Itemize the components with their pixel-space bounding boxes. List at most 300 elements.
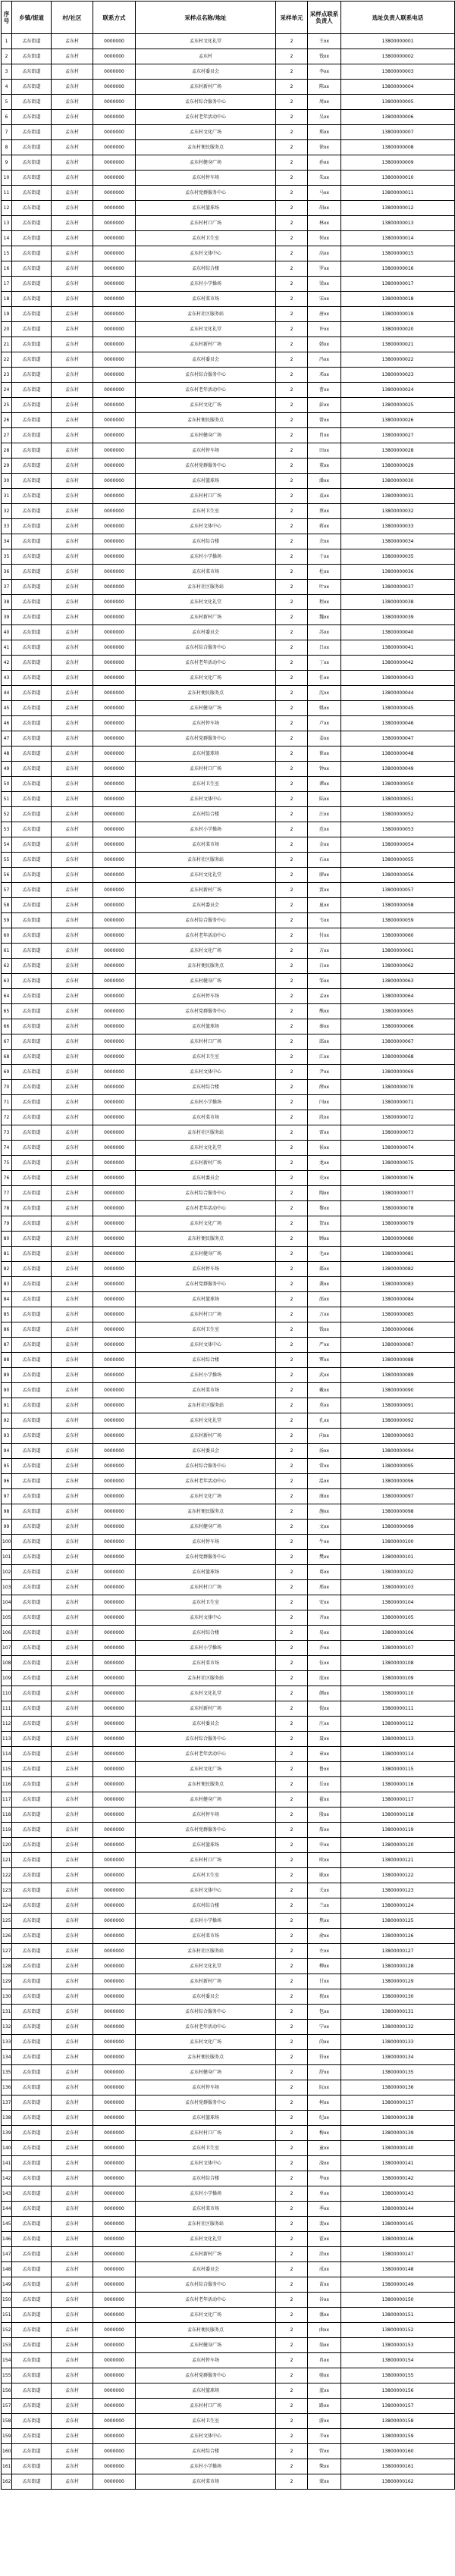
cell-index: 101 [2,1550,12,1565]
cell-contact: 0000000 [93,1550,136,1565]
cell-site-address: 孟东村文体中心 [136,246,276,261]
cell-sampling-units: 2 [276,261,308,277]
cell-index: 49 [2,762,12,777]
table-row [2,595,455,610]
table-row [2,1095,455,1110]
cell-manager-phone: 13800000086 [341,1322,455,1338]
cell-index: 46 [2,716,12,731]
cell-index: 52 [2,807,12,822]
cell-index: 90 [2,1383,12,1398]
cell-site-address: 孟东村老年活动中心 [136,2020,276,2035]
cell-township: 孟东街道 [12,352,52,368]
cell-site-address: 孟东村文体中心 [136,792,276,807]
table-row [2,671,455,686]
table-row [2,1565,455,1580]
table-row [2,2444,455,2459]
cell-sampling-units: 2 [276,1626,308,1641]
cell-sampling-units: 2 [276,1929,308,1944]
cell-site-manager: 辛xx [308,2429,341,2444]
table-row [2,610,455,625]
cell-village: 孟东村 [52,368,93,383]
cell-township: 孟东街道 [12,534,52,549]
table-row [2,853,455,868]
cell-village: 孟东村 [52,686,93,701]
cell-manager-phone: 13800000066 [341,1019,455,1034]
cell-village: 孟东村 [52,1277,93,1292]
cell-township: 孟东街道 [12,2080,52,2096]
cell-township: 孟东街道 [12,1792,52,1808]
cell-index: 56 [2,868,12,883]
cell-township: 孟东街道 [12,868,52,883]
cell-township: 孟东街道 [12,1019,52,1034]
cell-township: 孟东街道 [12,1459,52,1474]
cell-site-address: 孟东村停车场 [136,989,276,1004]
cell-township: 孟东街道 [12,2323,52,2338]
cell-contact: 0000000 [93,2414,136,2429]
cell-index: 98 [2,1504,12,1520]
cell-contact: 0000000 [93,640,136,656]
table-row [2,2368,455,2384]
cell-site-address: 孟东村停车场 [136,2080,276,2096]
cell-village: 孟东村 [52,140,93,155]
cell-site-manager: 邓xx [308,368,341,383]
cell-site-manager: 安xx [308,1595,341,1610]
cell-manager-phone: 13800000064 [341,989,455,1004]
cell-manager-phone: 13800000043 [341,671,455,686]
cell-site-manager: 王xx [308,34,341,49]
cell-index: 153 [2,2338,12,2353]
cell-site-manager: 裴xx [308,2217,341,2232]
cell-manager-phone: 13800000023 [341,368,455,383]
cell-site-address: 孟东村便民服务点 [136,959,276,974]
table-row [2,656,455,671]
cell-manager-phone: 13800000014 [341,231,455,246]
cell-manager-phone: 13800000006 [341,110,455,125]
table-row [2,1322,455,1338]
cell-village: 孟东村 [52,2474,93,2490]
cell-village: 孟东村 [52,2414,93,2429]
cell-sampling-units: 2 [276,1520,308,1535]
table-row [2,565,455,580]
table-row [2,1868,455,1883]
cell-manager-phone: 13800000031 [341,489,455,504]
cell-site-manager: 任xx [308,671,341,686]
cell-village: 孟东村 [52,49,93,64]
table-row [2,1717,455,1732]
cell-index: 69 [2,1065,12,1080]
table-row [2,125,455,140]
cell-sampling-units: 2 [276,656,308,671]
cell-manager-phone: 13800000127 [341,1944,455,1959]
cell-manager-phone: 13800000148 [341,2262,455,2277]
cell-village: 孟东村 [52,1747,93,1762]
cell-manager-phone: 13800000035 [341,549,455,565]
cell-index: 64 [2,989,12,1004]
cell-sampling-units: 2 [276,216,308,231]
table-row [2,2308,455,2323]
cell-sampling-units: 2 [276,1671,308,1686]
cell-township: 孟东街道 [12,277,52,292]
cell-township: 孟东街道 [12,186,52,201]
cell-site-manager: 于xx [308,549,341,565]
cell-index: 105 [2,1610,12,1626]
cell-index: 19 [2,307,12,322]
cell-sampling-units: 2 [276,1383,308,1398]
table-row [2,777,455,792]
cell-village: 孟东村 [52,565,93,580]
cell-site-address: 孟东村综合服务中心 [136,913,276,928]
cell-township: 孟东街道 [12,368,52,383]
cell-site-manager: 莫xx [308,1398,341,1413]
cell-contact: 0000000 [93,792,136,807]
cell-township: 孟东街道 [12,1383,52,1398]
cell-site-manager: 付xx [308,928,341,944]
cell-contact: 0000000 [93,853,136,868]
cell-manager-phone: 13800000091 [341,1398,455,1413]
cell-township: 孟东街道 [12,1292,52,1307]
cell-township: 孟东街道 [12,428,52,443]
cell-manager-phone: 13800000106 [341,1626,455,1641]
table-row [2,1004,455,1019]
cell-township: 孟东街道 [12,2005,52,2020]
cell-manager-phone: 13800000063 [341,974,455,989]
cell-village: 孟东村 [52,1944,93,1959]
cell-index: 15 [2,246,12,261]
table-row [2,95,455,110]
cell-village: 孟东村 [52,2141,93,2156]
table-row [2,1929,455,1944]
cell-village: 孟东村 [52,1686,93,1701]
cell-index: 130 [2,1989,12,2005]
cell-village: 孟东村 [52,2096,93,2111]
table-row [2,307,455,322]
table-row [2,140,455,155]
cell-village: 孟东村 [52,1853,93,1868]
cell-site-manager: 黎xx [308,1201,341,1216]
cell-village: 孟东村 [52,731,93,747]
cell-manager-phone: 13800000051 [341,792,455,807]
cell-village: 孟东村 [52,1186,93,1201]
cell-index: 117 [2,1792,12,1808]
cell-township: 孟东街道 [12,2368,52,2384]
cell-township: 孟东街道 [12,2293,52,2308]
cell-township: 孟东街道 [12,140,52,155]
cell-township: 孟东街道 [12,80,52,95]
cell-manager-phone: 13800000130 [341,1989,455,2005]
cell-village: 孟东村 [52,1050,93,1065]
cell-sampling-units: 2 [276,246,308,261]
cell-index: 33 [2,519,12,534]
cell-sampling-units: 2 [276,1823,308,1838]
cell-village: 孟东村 [52,701,93,716]
cell-index: 68 [2,1050,12,1065]
cell-sampling-units: 2 [276,1868,308,1883]
cell-site-address: 孟东村村口广场 [136,489,276,504]
cell-index: 131 [2,2005,12,2020]
cell-index: 6 [2,110,12,125]
cell-index: 86 [2,1322,12,1338]
cell-manager-phone: 13800000036 [341,565,455,580]
cell-village: 孟东村 [52,1671,93,1686]
cell-site-manager: 纪xx [308,2111,341,2126]
table-row [2,1777,455,1792]
cell-site-manager: 成xx [308,2262,341,2277]
cell-contact: 0000000 [93,837,136,853]
cell-site-address: 孟东村健身广场 [136,974,276,989]
cell-manager-phone: 13800000002 [341,49,455,64]
cell-site-manager: 孟xx [308,989,341,1004]
table-row [2,413,455,428]
cell-site-manager: 周xx [308,95,341,110]
cell-village: 孟东村 [52,837,93,853]
cell-index: 16 [2,261,12,277]
cell-site-address: 孟东村党群服务中心 [136,1550,276,1565]
cell-sampling-units: 2 [276,443,308,459]
cell-village: 孟东村 [52,747,93,762]
cell-sampling-units: 2 [276,1944,308,1959]
cell-sampling-units: 2 [276,1686,308,1701]
cell-index: 162 [2,2474,12,2490]
cell-sampling-units: 2 [276,2005,308,2020]
cell-site-manager: 田xx [308,443,341,459]
cell-township: 孟东街道 [12,34,52,49]
table-row [2,1610,455,1626]
cell-site-address: 孟东村村口广场 [136,1853,276,1868]
cell-manager-phone: 13800000074 [341,1141,455,1156]
cell-village: 孟东村 [52,2050,93,2065]
cell-manager-phone: 13800000042 [341,656,455,671]
cell-manager-phone: 13800000089 [341,1368,455,1383]
cell-contact: 0000000 [93,2080,136,2096]
cell-contact: 0000000 [93,2171,136,2186]
cell-contact: 0000000 [93,747,136,762]
cell-township: 孟东街道 [12,2035,52,2050]
cell-township: 孟东街道 [12,792,52,807]
cell-township: 孟东街道 [12,1065,52,1080]
cell-township: 孟东街道 [12,686,52,701]
cell-township: 孟东街道 [12,2308,52,2323]
cell-village: 孟东村 [52,1989,93,2005]
cell-sampling-units: 2 [276,1459,308,1474]
cell-site-address: 孟东村综合服务中心 [136,95,276,110]
cell-manager-phone: 13800000144 [341,2202,455,2217]
table-row [2,731,455,747]
cell-sampling-units: 2 [276,1368,308,1383]
cell-site-manager: 樊xx [308,1550,341,1565]
cell-manager-phone: 13800000090 [341,1383,455,1398]
cell-village: 孟东村 [52,1641,93,1656]
cell-contact: 0000000 [93,1808,136,1823]
cell-township: 孟东街道 [12,1080,52,1095]
cell-site-address: 孟东村文化礼堂 [136,868,276,883]
cell-index: 111 [2,1701,12,1717]
cell-site-address: 孟东村小学操场 [136,1914,276,1929]
cell-manager-phone: 13800000018 [341,292,455,307]
cell-index: 102 [2,1565,12,1580]
cell-index: 8 [2,140,12,155]
cell-index: 1 [2,34,12,49]
cell-site-address: 孟东村老年活动中心 [136,1747,276,1762]
cell-village: 孟东村 [52,2186,93,2202]
cell-site-manager: 管xx [308,2444,341,2459]
cell-index: 87 [2,1338,12,1353]
cell-contact: 0000000 [93,1641,136,1656]
cell-township: 孟东街道 [12,2126,52,2141]
cell-site-address: 孟东村篮球场 [136,2111,276,2126]
table-row [2,944,455,959]
cell-index: 31 [2,489,12,504]
cell-contact: 0000000 [93,1232,136,1247]
cell-site-address: 孟东村篮球场 [136,2384,276,2399]
cell-village: 孟东村 [52,292,93,307]
cell-site-address: 孟东村卫生室 [136,777,276,792]
cell-manager-phone: 13800000022 [341,352,455,368]
cell-manager-phone: 13800000099 [341,1520,455,1535]
cell-index: 22 [2,352,12,368]
cell-manager-phone: 13800000001 [341,34,455,49]
cell-sampling-units: 2 [276,110,308,125]
cell-site-address: 孟东村委员会 [136,64,276,80]
cell-township: 孟东街道 [12,1398,52,1413]
cell-village: 孟东村 [52,2277,93,2293]
cell-index: 132 [2,2020,12,2035]
table-row [2,1626,455,1641]
cell-manager-phone: 13800000133 [341,2035,455,2050]
cell-sampling-units: 2 [276,640,308,656]
cell-sampling-units: 2 [276,95,308,110]
cell-index: 97 [2,1489,12,1504]
cell-site-manager: 崔xx [308,747,341,762]
cell-index: 103 [2,1580,12,1595]
cell-village: 孟东村 [52,716,93,731]
cell-manager-phone: 13800000046 [341,716,455,731]
cell-village: 孟东村 [52,1898,93,1914]
cell-sampling-units: 2 [276,2444,308,2459]
cell-contact: 0000000 [93,2384,136,2399]
cell-village: 孟东村 [52,1232,93,1247]
cell-site-manager: 沈xx [308,686,341,701]
table-row [2,1823,455,1838]
cell-township: 孟东街道 [12,489,52,504]
table-row [2,1125,455,1141]
cell-contact: 0000000 [93,1307,136,1322]
cell-manager-phone: 13800000150 [341,2293,455,2308]
cell-site-address: 孟东村党群服务中心 [136,2368,276,2384]
cell-township: 孟东街道 [12,216,52,231]
cell-sampling-units: 2 [276,549,308,565]
cell-manager-phone: 13800000081 [341,1247,455,1262]
cell-manager-phone: 13800000055 [341,853,455,868]
cell-site-address: 孟东村卫生室 [136,2414,276,2429]
cell-index: 32 [2,504,12,519]
cell-township: 孟东街道 [12,610,52,625]
cell-contact: 0000000 [93,1868,136,1883]
cell-manager-phone: 13800000152 [341,2323,455,2338]
table-row [2,428,455,443]
cell-township: 孟东街道 [12,1868,52,1883]
cell-site-address: 孟东村老年活动中心 [136,1201,276,1216]
header-index: 序号 [2,2,12,34]
cell-village: 孟东村 [52,459,93,474]
table-row [2,1989,455,2005]
cell-township: 孟东街道 [12,762,52,777]
cell-sampling-units: 2 [276,1080,308,1095]
cell-index: 29 [2,459,12,474]
table-row [2,2277,455,2293]
cell-site-address: 孟东村便民服务点 [136,140,276,155]
cell-contact: 0000000 [93,1732,136,1747]
cell-contact: 0000000 [93,549,136,565]
cell-township: 孟东街道 [12,1353,52,1368]
cell-village: 孟东村 [52,337,93,352]
cell-site-manager: 石xx [308,853,341,868]
cell-index: 67 [2,1034,12,1050]
cell-contact: 0000000 [93,322,136,337]
cell-site-manager: 舒xx [308,2065,341,2080]
cell-sampling-units: 2 [276,1186,308,1201]
cell-index: 155 [2,2368,12,2384]
cell-sampling-units: 2 [276,959,308,974]
table-row [2,1216,455,1232]
cell-site-address: 孟东村村口广场 [136,2399,276,2414]
cell-sampling-units: 2 [276,1595,308,1610]
cell-site-manager: 宁xx [308,2020,341,2035]
cell-sampling-units: 2 [276,2293,308,2308]
cell-contact: 0000000 [93,2111,136,2126]
table-row [2,1489,455,1504]
cell-township: 孟东街道 [12,640,52,656]
cell-village: 孟东村 [52,2065,93,2080]
cell-index: 89 [2,1368,12,1383]
cell-village: 孟东村 [52,1701,93,1717]
table-row [2,898,455,913]
cell-village: 孟东村 [52,1610,93,1626]
cell-index: 18 [2,292,12,307]
cell-township: 孟东街道 [12,1671,52,1686]
cell-village: 孟东村 [52,1489,93,1504]
cell-site-manager: 万xx [308,1307,341,1322]
cell-index: 50 [2,777,12,792]
cell-manager-phone: 13800000107 [341,1641,455,1656]
cell-sampling-units: 2 [276,807,308,822]
cell-sampling-units: 2 [276,928,308,944]
table-row [2,1019,455,1034]
cell-village: 孟东村 [52,610,93,625]
table-row [2,2171,455,2186]
cell-contact: 0000000 [93,2293,136,2308]
cell-contact: 0000000 [93,49,136,64]
table-row [2,1247,455,1262]
cell-site-manager: 易xx [308,1626,341,1641]
table-row [2,1732,455,1747]
cell-index: 148 [2,2262,12,2277]
cell-sampling-units: 2 [276,2156,308,2171]
cell-contact: 0000000 [93,231,136,246]
table-row [2,701,455,716]
cell-sampling-units: 2 [276,1717,308,1732]
cell-village: 孟东村 [52,1353,93,1368]
cell-township: 孟东街道 [12,747,52,762]
cell-manager-phone: 13800000153 [341,2338,455,2353]
cell-sampling-units: 2 [276,2429,308,2444]
cell-site-address: 孟东村便民服务点 [136,2050,276,2065]
table-row [2,459,455,474]
table-row [2,1474,455,1489]
cell-index: 14 [2,231,12,246]
cell-village: 孟东村 [52,1914,93,1929]
cell-manager-phone: 13800000105 [341,1610,455,1626]
cell-village: 孟东村 [52,1732,93,1747]
